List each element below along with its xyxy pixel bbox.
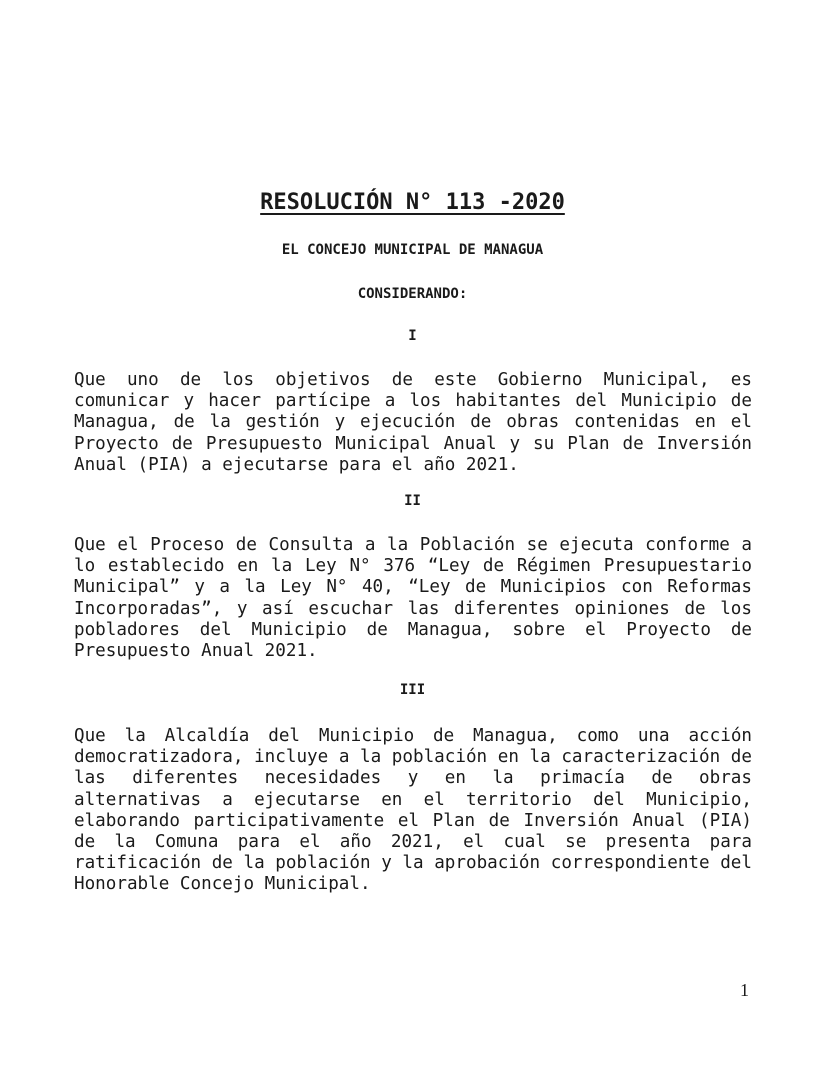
resolution-title-text: RESOLUCIÓN N° 113 -2020 (260, 190, 565, 215)
section-numeral-1: I (408, 328, 417, 344)
page-number: 1 (740, 980, 749, 1000)
section-paragraph-3: Que la Alcaldía del Municipio de Managua, como una acción democratizadora, incluye a la población en la caracterización de las diferentes necesidades y en la primacía de obras alternativas a ejecutarse en el territorio del Municipio, elaborando participativamente el Plan de Inversión Anual (PIA) de la Comuna para el año 2021, el cual se presenta para ratificación de la población y la aprobación correspondiente del Honorable Concejo Municipal. (74, 726, 752, 895)
section-paragraph-1: Que uno de los objetivos de este Gobierno Municipal, es comunicar y hacer partícipe a los habitantes del Municipio de Managua, de la gestión y ejecución de obras contenidas en el Proyecto de Presupuesto Municipal Anual y su Plan de Inversión Anual (PIA) a ejecutarse para el año 2021. (74, 370, 752, 475)
section-paragraph-2: Que el Proceso de Consulta a la Población se ejecuta conforme a lo establecido en la Ley N° 376 “Ley de Régimen Presupuestario Municipal” y a la Ley N° 40, “Ley de Municipios con Reformas Incorporadas”, y así escuchar las diferentes opiniones de los pobladores del Municipio de Managua, sobre el Proyecto de Presupuesto Anual 2021. (74, 535, 752, 662)
resolution-title (0, 186, 825, 220)
considerando-heading: CONSIDERANDO: (357, 286, 468, 302)
section-numeral-2: II (404, 493, 421, 509)
section-numeral-3: III (399, 682, 426, 698)
issuer-heading: EL CONCEJO MUNICIPAL DE MANAGUA (281, 242, 544, 258)
